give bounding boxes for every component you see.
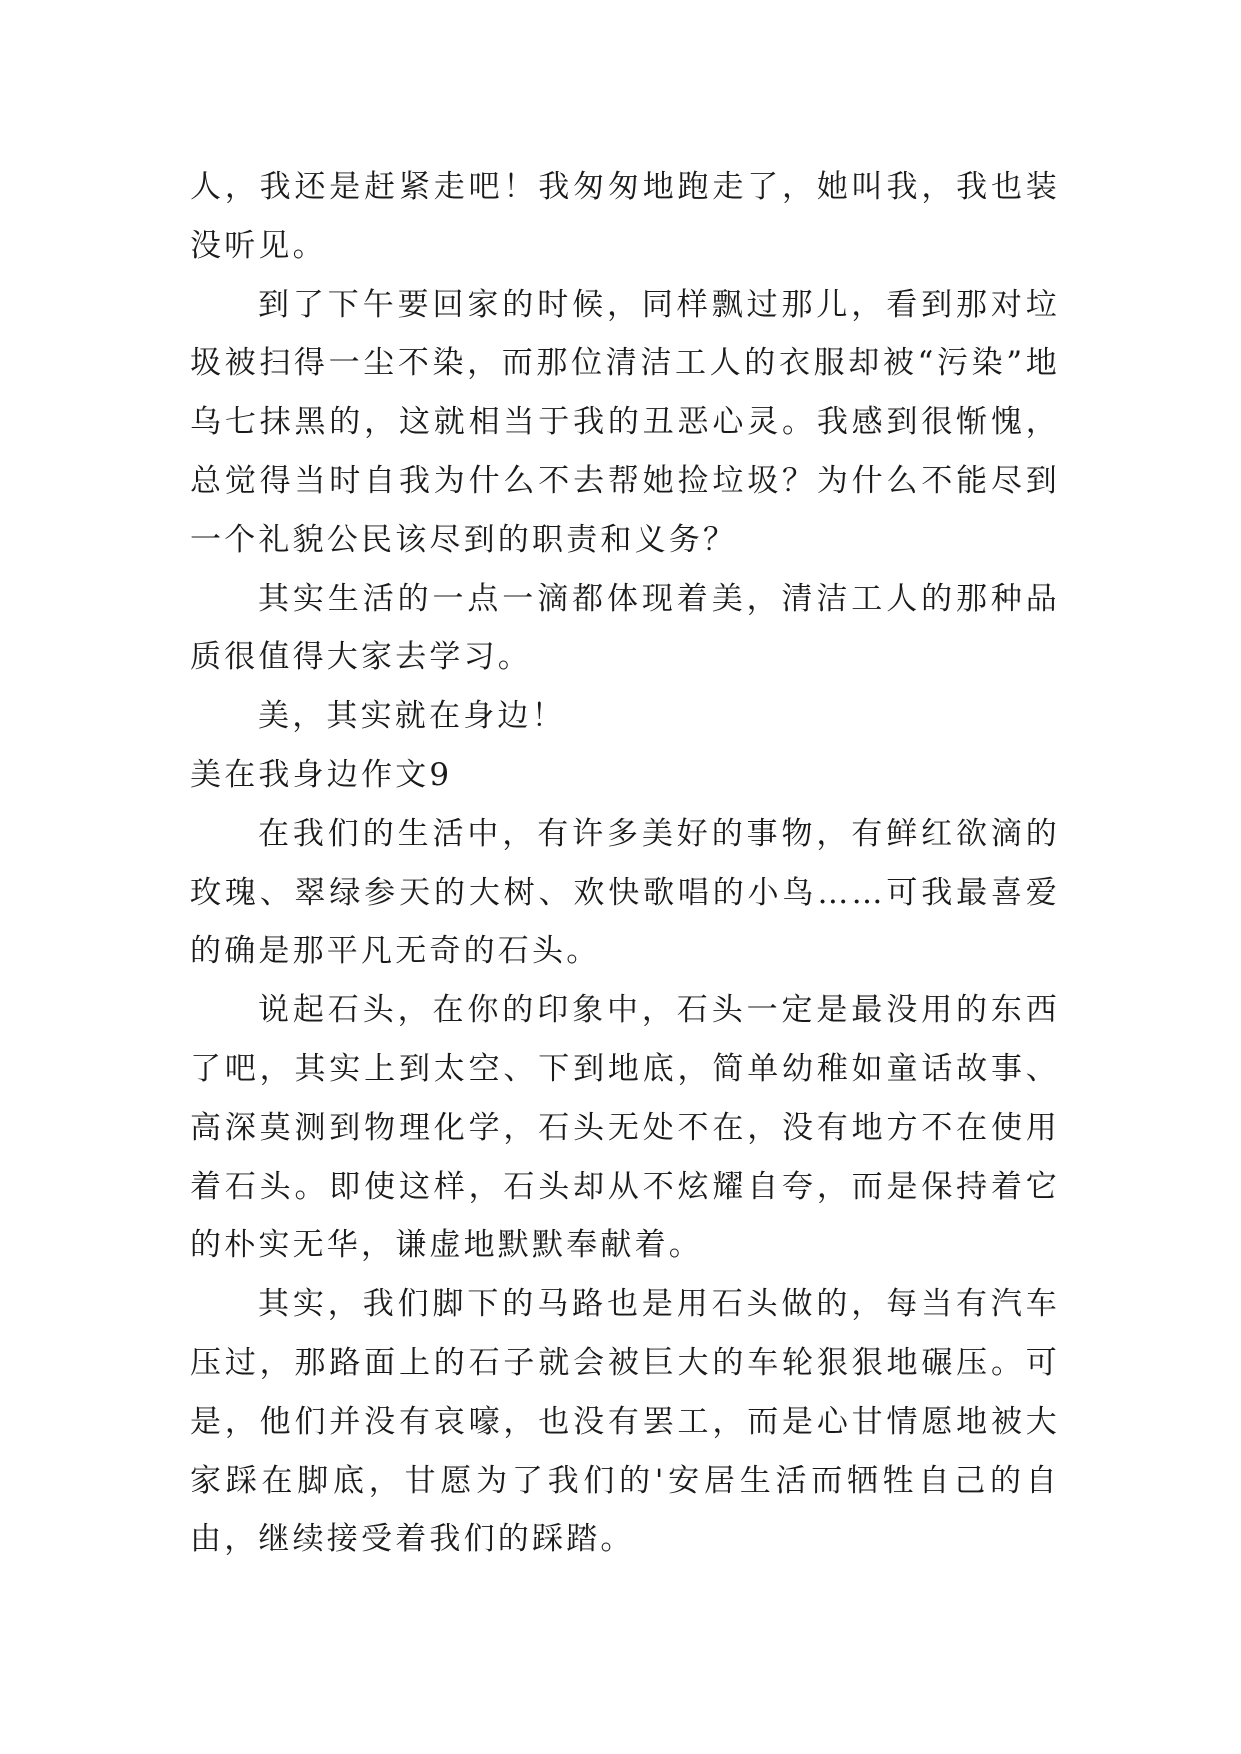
paragraph-6: 说起石头，在你的印象中，石头一定是最没用的东西了吧，其实上到太空、下到地底，简单幼稚如童话故事、高深莫测到物理化学，石头无处不在，没有地方不在使用着石头。即使这样，石头却从不炫耀自夸，而是保持着它的朴实无华，谦虚地默默奉献着。	[190, 992, 1060, 1264]
document-page	[190, 158, 1060, 1569]
paragraph-7: 其实，我们脚下的马路也是用石头做的，每当有汽车压过，那路面上的石子就会被巨大的车轮狠狠地碾压。可是，他们并没有哀嚎，也没有罢工，而是心甘情愿地被大家踩在脚底，甘愿为了我们的'安居生活而牺牲自己的自由，继续接受着我们的踩踏。	[190, 1286, 1060, 1558]
paragraph-4: 美，其实就在身边！	[258, 698, 566, 735]
paragraph-3: 其实生活的一点一滴都体现着美，清洁工人的那种品质很值得大家去学习。	[190, 580, 1060, 676]
paragraph-2: 到了下午要回家的时候，同样飘过那儿，看到那对垃圾被扫得一尘不染，而那位清洁工人的衣服却被“污染”地乌七抹黑的，这就相当于我的丑恶心灵。我感到很惭愧，总觉得当时自我为什么不去帮她捡垃圾？为什么不能尽到一个礼貌公民该尽到的职责和义务？	[190, 286, 1060, 558]
paragraph-5: 在我们的生活中，有许多美好的事物，有鲜红欲滴的玫瑰、翠绿参天的大树、欢快歌唱的小鸟……可我最喜爱的确是那平凡无奇的石头。	[190, 815, 1060, 970]
paragraph-1: 人，我还是赶紧走吧！我匆匆地跑走了，她叫我，我也装没听见。	[190, 169, 1060, 264]
section-heading: 美在我身边作文9	[190, 756, 453, 793]
